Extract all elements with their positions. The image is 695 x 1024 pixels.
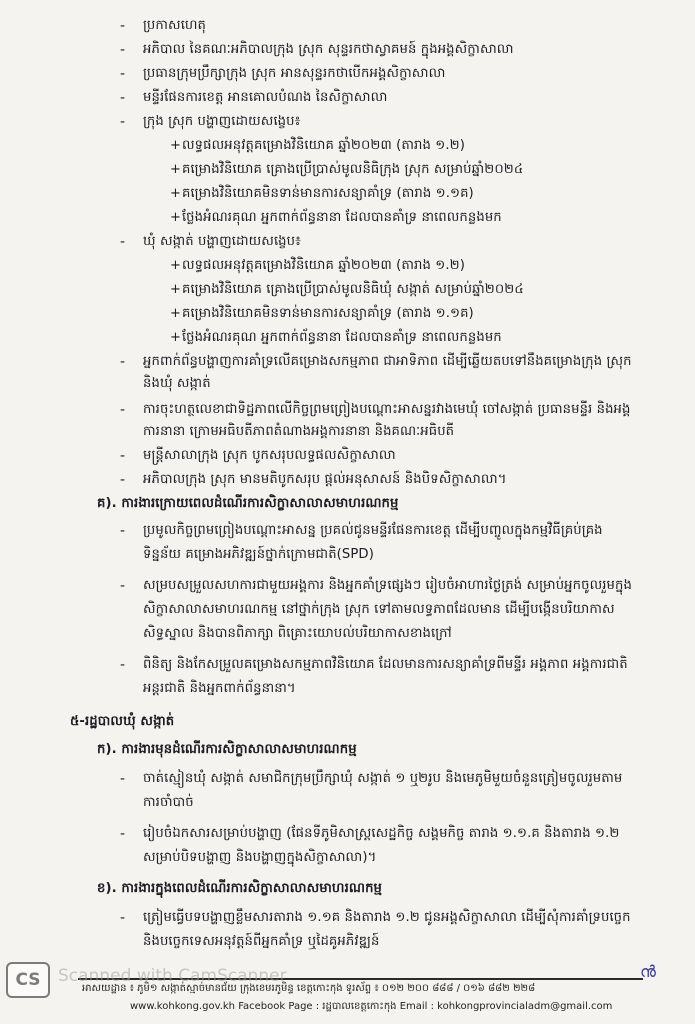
sub-list-item: គម្រោងវិនិយោគមិនទាន់មានការសន្យាគាំទ្រ (តារាង ១.១គ) — [182, 306, 474, 321]
list-item: មន្ទីរផែនការខេត្ត អានគោលបំណង នៃសិក្ខាសាលា — [143, 90, 388, 105]
camscanner-logo-icon: CS — [6, 962, 50, 998]
footer-address: អាសយដ្ឋាន ៖ ភូមិ១ សង្កាត់ស្មាច់មានជ័យ ក្រុងខេមរភូមិន្ទ ខេត្តកោះកុង ទូរស័ព្ទ ៖ ០១២ ២០០ ៨៨៨ / ០១៦ ៨៨២ ២២៨ — [82, 983, 536, 994]
bullet-dash: - — [120, 66, 126, 82]
list-item-continued: ទិន្នន័យ គម្រោងអភិវឌ្ឍន៍ថ្នាក់ក្រោមជាតិ(SPD) — [143, 547, 374, 562]
footer-contact: www.kohkong.gov.kh Facebook Page : រដ្ឋបាលខេត្តកោះកុង Email : kohkongprovincialadm@gmail.com — [130, 1001, 613, 1012]
section-heading: ខ). ការងារក្នុងពេលដំណើរការសិក្ខាសាលាសមាហរណកម្ម — [97, 881, 383, 896]
list-item: ពិនិត្យ និងកែសម្រួលគម្រោងសកម្មភាពវិនិយោគ ដែលមានការសន្យាគាំទ្រពីមន្ទីរ អង្គភាព អង្គការជាតិ — [143, 657, 628, 672]
bullet-plus: + — [170, 258, 181, 273]
bullet-dash: - — [120, 402, 126, 418]
list-item: ប្រធានក្រុមប្រឹក្សាក្រុង ស្រុក អានសុន្ទរកថាបើកអង្គសិក្ខាសាលា — [143, 66, 446, 81]
list-item: អភិបាល នៃគណៈអភិបាលក្រុង ស្រុក សុន្ទរកថាស្វាគមន៍ ក្នុងអង្គសិក្ខាសាលា — [143, 42, 514, 57]
sub-list-item: លទ្ធផលអនុវត្តគម្រោងវិនិយោគ ឆ្នាំ២០២៣ (តារាង ១.២) — [182, 138, 465, 153]
bullet-dash: - — [120, 523, 126, 539]
list-item: ឃុំ សង្កាត់ បង្ហាញដោយសង្ខេប៖ — [143, 234, 301, 249]
list-item: មន្ត្រីសាលាក្រុង ស្រុក បូកសរុបលទ្ធផលសិក្ខាសាលា — [143, 448, 396, 463]
scanner-watermark: Scanned with CamScanner — [58, 966, 287, 986]
list-item: ត្រៀមធ្វើបទបង្ហាញខ្លឹមសារតារាង ១.១គ និងតារាង ១.២ ជូនអង្គសិក្ខាសាលា ដើម្បីសុំការគាំទ្របច្ចេក — [143, 910, 631, 925]
bullet-plus: + — [170, 186, 181, 201]
bullet-dash: - — [120, 42, 126, 58]
list-item-continued: សិទ្ធស្នាល និងបានពិភាក្សា ពិគ្រោះយោបល់បរិយាកាសខាងក្រៅ — [143, 626, 452, 641]
bullet-dash: - — [120, 18, 126, 34]
sub-list-item: គម្រោងវិនិយោគ គ្រោងប្រើប្រាស់មូលនិធិក្រុង ស្រុក សម្រាប់ឆ្នាំ២០២៤ — [182, 162, 524, 177]
sub-list-item: គម្រោងវិនិយោគមិនទាន់មានការសន្យាគាំទ្រ (តារាង ១.១គ) — [182, 186, 474, 201]
bullet-plus: + — [170, 330, 181, 345]
list-item: ការចុះហត្ថលេខាជាទិដ្ឋភាពលើកិច្ចព្រមព្រៀងបណ្ដោះអាសន្នរវាងមេឃុំ ចៅសង្កាត់ ប្រធានមន្ទីរ និងអង្គ — [143, 402, 631, 417]
bullet-dash: - — [120, 448, 126, 464]
bullet-dash: - — [120, 910, 126, 926]
list-item: សម្របសម្រួលសហការជាមួយអង្គការ និងអ្នកគាំទ្រផ្សេងៗ រៀបចំអាហារថ្ងៃត្រង់ សម្រាប់អ្នកចូលរួមក្នុង — [143, 578, 632, 593]
bullet-plus: + — [170, 162, 181, 177]
list-item: ចាត់ស្មៀនឃុំ សង្កាត់ សមាជិកក្រុមប្រឹក្សាឃុំ សង្កាត់ ១ ឬ២រូប និងមេភូមិមួយចំនួនត្រៀមចូលរួមតាម — [143, 771, 623, 786]
list-item: អ្នកពាក់ព័ន្ធបង្ហាញការគាំទ្រលើគម្រោងសកម្មភាព ជាអាទិភាព ដើម្បីឆ្លើយតបទៅនឹងគម្រោងក្រុង ស្រុក — [143, 354, 632, 369]
list-item-continued: ការនានា ក្រោមអធិបតីភាពតំណាងអង្គការនានា និងគណៈអធិបតី — [143, 424, 455, 439]
list-item-continued: ការចាំបាច់ — [143, 795, 194, 810]
sub-list-item: ថ្លែងអំណរគុណ អ្នកពាក់ព័ន្ធនានា ដែលបានគាំទ្រ នាពេលកន្លងមក — [182, 210, 502, 225]
list-item: ក្រុង ស្រុក បង្ហាញដោយសង្ខេប៖ — [143, 114, 301, 129]
bullet-dash: - — [120, 234, 126, 250]
list-item-continued: និងឃុំ សង្កាត់ — [143, 376, 211, 391]
list-item: ប្រកាសហេតុ — [143, 18, 207, 33]
bullet-dash: - — [120, 657, 126, 673]
sub-list-item: គម្រោងវិនិយោគ គ្រោងប្រើប្រាស់មូលនិធិឃុំ សង្កាត់ សម្រាប់ឆ្នាំ២០២៤ — [182, 282, 524, 297]
bullet-dash: - — [120, 354, 126, 370]
bullet-plus: + — [170, 210, 181, 225]
bullet-dash: - — [120, 578, 126, 594]
list-item: ប្រមូលកិច្ចព្រមព្រៀងបណ្តោះអាសន្ន ប្រគល់ជូនមន្ទីរផែនការខេត្ត ដើម្បីបញ្ចូលក្នុងកម្មវិធីគ្រប់គ្រង — [143, 523, 603, 538]
list-item: រៀបចំឯកសារសម្រាប់បង្ហាញ (ផែនទីភូមិសាស្ត្រសេដ្ឋកិច្ច សង្គមកិច្ច តារាង ១.១.គ និងតារាង ១.២ — [143, 826, 620, 841]
section-heading: គ). ការងារក្រោយពេលដំណើរការសិក្ខាសាលាសមាហរណកម្ម — [97, 496, 399, 511]
list-item-continued: អន្តរជាតិ និងអ្នកពាក់ព័ន្ធនានា។ — [143, 681, 296, 696]
bullet-dash: - — [120, 826, 126, 842]
list-item: អភិបាលក្រុង ស្រុក មានមតិបូកសរុប ផ្ដល់អនុសាសន៍ និងបិទសិក្ខាសាលា។ — [143, 472, 507, 487]
sub-list-item: លទ្ធផលអនុវត្តគម្រោងវិនិយោគ ឆ្នាំ២០២៣ (តារាង ១.២) — [182, 258, 465, 273]
section-title: ៥-រដ្ឋបាលឃុំ សង្កាត់ — [70, 714, 175, 729]
bullet-plus: + — [170, 306, 181, 321]
sub-list-item: ថ្លែងអំណរគុណ អ្នកពាក់ព័ន្ធនានា ដែលបានគាំទ្រ នាពេលកន្លងមក — [182, 330, 502, 345]
bullet-plus: + — [170, 282, 181, 297]
list-item-continued: និងបច្ចេកទេសអនុវត្តន៍ពីអ្នកគាំទ្រ ឬដៃគូអភិវឌ្ឍន៍ — [143, 934, 380, 949]
signature-mark-icon: ൻ — [640, 962, 656, 981]
bullet-plus: + — [170, 138, 181, 153]
bullet-dash: - — [120, 472, 126, 488]
bullet-dash: - — [120, 771, 126, 787]
bullet-dash: - — [120, 90, 126, 106]
list-item-continued: សិក្ខាសាលាសមាហរណកម្ម នៅថ្នាក់ក្រុង ស្រុក ទៅតាមលទ្ធភាពដែលមាន ដើម្បីបង្កើនបរិយាកាស — [143, 602, 615, 617]
list-item-continued: សម្រាប់បិទបង្ហាញ និងបង្ហាញក្នុងសិក្ខាសាលា)។ — [143, 850, 377, 865]
section-heading: ក). ការងារមុនដំណើរការសិក្ខាសាលាសមាហរណកម្ម — [97, 742, 357, 757]
bullet-dash: - — [120, 114, 126, 130]
